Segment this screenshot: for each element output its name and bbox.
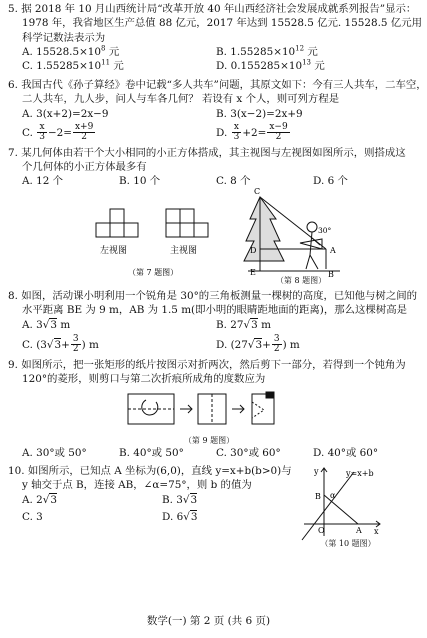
question-6	[8, 78, 427, 143]
q8-figure	[240, 183, 360, 281]
q10-option-d: D. 6√3	[162, 510, 198, 523]
q5-stem-line-1: 5. 据 2018 年 10 月山西统计局“改革开放 40 年山西经济社会发展成就系列报告”显示：	[8, 3, 417, 15]
q8-options	[8, 318, 410, 355]
fig8-label-d: D	[250, 245, 257, 255]
q6-options	[8, 107, 410, 143]
q9-option-a: A. 30°或 50°	[22, 446, 87, 459]
q10-stem-line-2: y 轴交于点 B，连接 AB，∠α=75°，则 b 的值为	[22, 479, 252, 492]
q10-option-a: A. 2√3	[22, 493, 57, 506]
q7-option-a: A. 12 个	[22, 175, 64, 188]
q7-stem-line-1: 7. 某几何体由若干个大小相同的小正方体搭成，其主视图与左视图如图所示，则搭成这	[8, 146, 406, 159]
question-10	[8, 464, 410, 556]
q8-option-c: C. (3√3+ $\frac{3}{2}$ ) m	[22, 333, 99, 355]
q9-options	[8, 446, 410, 460]
alpha-label: α	[330, 490, 336, 500]
x-axis-label: x	[374, 526, 379, 536]
q9-figure	[126, 390, 286, 434]
q5-option-b: B. $1.55285\times 10^{12}$ 元	[216, 44, 318, 59]
page-footer: 数学(一) 第 2 页 (共 6 页)	[146, 615, 271, 627]
q7-figure	[86, 195, 236, 277]
exam-page	[8, 2, 427, 556]
q5-option-a: A. $15528.5\times 10^8$ 元	[22, 44, 120, 59]
q5-stem-line-2: 1978 年，我省地区生产总值 88 亿元，2017 年达到 15528.5 亿元. 15528.5 亿元用	[22, 17, 422, 30]
y-axis-label: y	[314, 466, 319, 476]
origin-label: O	[318, 525, 325, 535]
q8-stem-line-1: 8. 如图，活动课小明利用一个锐角是 30°的三角板测量一棵树的高度，已知他与树之间的	[8, 289, 417, 302]
q8-option-a: A. 3√3 m	[22, 318, 71, 331]
q6-option-b: B. 3(x−2)=2x+9	[216, 107, 303, 120]
fig8-label-b: B	[328, 269, 334, 279]
q10-caption: （第 10 题图）	[320, 538, 376, 548]
q10-stem-line-1: 10. 如图所示，已知点 A 坐标为(6,0)，直线 y=x+b(b>0)与	[8, 464, 292, 477]
q10-options	[8, 493, 282, 525]
q6-option-d: D. $\frac{x}{3}$ +2= $\frac{x-9}{2}$	[216, 121, 288, 143]
fig8-label-c: C	[254, 186, 261, 196]
q6-stem-line-2: 二人共车，九人步，问人与车各几何？ 若设有 x 个人，则可列方程是	[22, 93, 340, 106]
q10-figure	[300, 466, 384, 540]
q7-option-d: D. 6 个	[313, 175, 348, 188]
point-b-label: B	[315, 491, 321, 501]
main-view-label: 主视图	[170, 245, 198, 256]
q5-stem-line-3: 科学记数法表示为	[22, 31, 106, 44]
q5-option-d: D. $0.155285\times 10^{13}$ 元	[216, 58, 325, 73]
q6-option-a: A. 3(x+2)=2x−9	[22, 107, 109, 120]
q8-caption: （第 8 题图）	[275, 275, 327, 285]
q9-stem-line-2: 120°的菱形，则剪口与第二次折痕所成角的度数应为	[22, 373, 266, 386]
question-9	[8, 358, 410, 460]
q9-stem-line-1: 9. 如图所示，把一张矩形的纸片按图示对折两次，然后剪下一部分，若得到一个钝角为	[8, 358, 406, 371]
q7-option-b: B. 10 个	[119, 175, 161, 188]
q7-option-c: C. 8 个	[216, 175, 251, 188]
q6-stem-line-1: 6. 我国古代《孙子算经》卷中记载“多人共车”问题，其原文如下：今有三人共车，二车空，	[8, 78, 427, 91]
question-8	[8, 289, 417, 355]
fig8-label-e: E	[250, 267, 256, 277]
q6-option-c: C. $\frac{x}{3}$ −2= $\frac{x+9}{2}$	[22, 121, 94, 143]
q8-option-b: B. 27√3 m	[216, 318, 271, 331]
fig8-angle-label: 30°	[318, 225, 332, 235]
question-7	[8, 146, 410, 287]
q9-option-c: C. 30°或 60°	[216, 446, 281, 459]
left-view-label: 左视图	[100, 245, 128, 256]
q9-option-b: B. 40°或 50°	[119, 446, 184, 459]
q10-option-c: C. 3	[22, 510, 43, 523]
point-a-label: A	[356, 525, 362, 535]
q9-caption: （第 9 题图）	[183, 435, 235, 445]
q10-option-b: B. 3√3	[162, 493, 198, 506]
q7-stem-line-2: 个几何体的小正方体最多有	[22, 161, 147, 174]
q5-option-c: C. $1.55285\times 10^{11}$ 元	[22, 58, 124, 73]
figures-row-7-8	[8, 186, 410, 287]
fig8-label-a: A	[330, 245, 336, 255]
q8-option-d: D. (27√3+ $\frac{3}{2}$ ) m	[216, 333, 300, 355]
q9-option-d: D. 40°或 60°	[313, 446, 379, 459]
q7-caption: （第 7 题图）	[128, 267, 179, 277]
q5-options	[8, 45, 410, 74]
question-5	[8, 2, 422, 74]
q8-stem-line-2: 水平距离 BE 为 9 m，AB 为 1.5 m(即小明的眼睛距地面的距离)，那么这棵树高是	[22, 304, 407, 317]
line-label: y=x+b	[346, 468, 374, 478]
